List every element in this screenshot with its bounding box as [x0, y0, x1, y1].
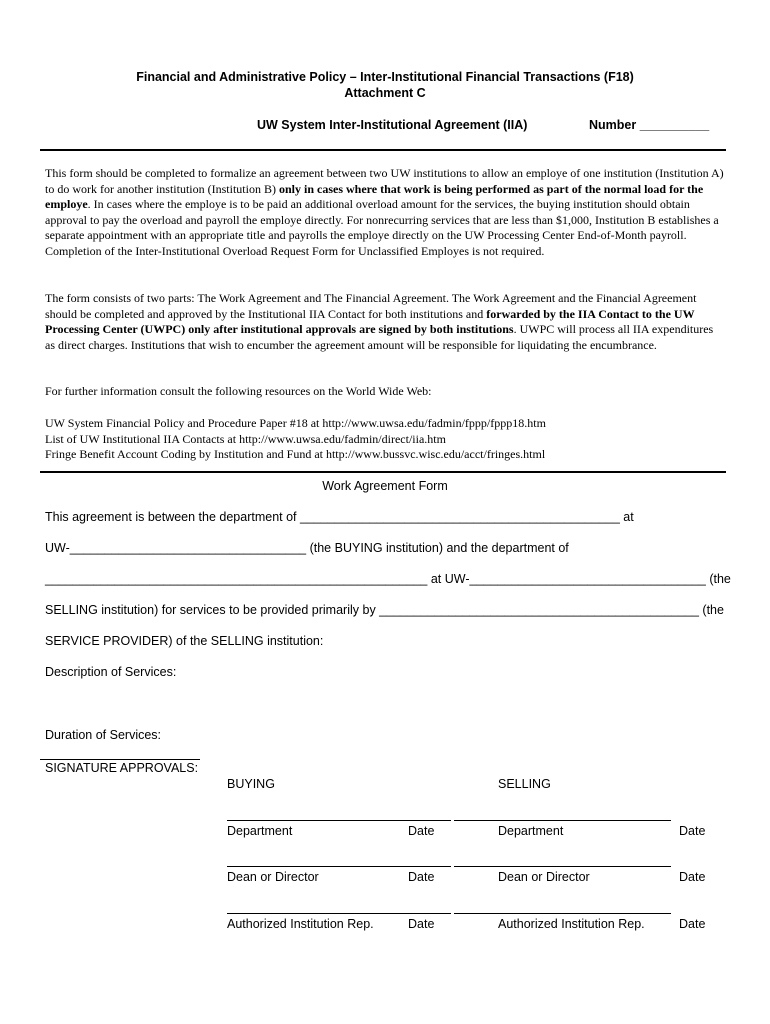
buying-rep-signature-line[interactable]: [227, 913, 451, 914]
selling-role-label: Dean or Director: [498, 870, 590, 884]
selling-date-label: Date: [679, 917, 706, 931]
selling-date-label: Date: [679, 870, 706, 884]
form-name: UW System Inter-Institutional Agreement (IIA): [257, 118, 528, 132]
duration-label: Duration of Services:: [45, 728, 162, 742]
intro-paragraph-3: For further information consult the following resources on the World Wide Web:: [45, 384, 432, 398]
selling-dean-signature-line[interactable]: [454, 866, 671, 867]
buying-date-label: Date: [408, 917, 435, 931]
selling-rep-signature-line[interactable]: [454, 913, 671, 914]
selling-role-label: Department: [498, 824, 564, 838]
signature-divider: [40, 759, 200, 760]
description-label: Description of Services:: [45, 665, 177, 679]
selling-label: SELLING: [498, 777, 551, 791]
work-form-title: Work Agreement Form: [322, 479, 448, 493]
selling-department-signature-line[interactable]: [454, 820, 671, 821]
agreement-line-buying[interactable]: UW-__________________________________ (the BUYING institution) and the department of: [45, 541, 569, 555]
signature-heading: SIGNATURE APPROVALS:: [45, 761, 199, 775]
header-divider: [40, 149, 726, 151]
resource-link[interactable]: UW System Financial Policy and Procedure Paper #18 at http://www.uwsa.edu/fadmin/fppp/fppp18.htm: [45, 416, 546, 430]
buying-dean-signature-line[interactable]: [227, 866, 451, 867]
selling-date-label: Date: [679, 824, 706, 838]
buying-label: BUYING: [227, 777, 275, 791]
resource-link[interactable]: Fringe Benefit Account Coding by Institution and Fund at http://www.bussvc.wisc.edu/acct/fringes.html: [45, 447, 546, 462]
buying-date-label: Date: [408, 824, 435, 838]
page-title: Financial and Administrative Policy – Inter-Institutional Financial Transactions (F18): [136, 70, 634, 84]
agreement-number-field[interactable]: Number __________: [589, 118, 710, 132]
intro-paragraph-2: The form consists of two parts: The Work Agreement and The Financial Agreement. The Work Agreement and the Financial Agreement should be completed and approved by the Institutional IIA Contact for both institutions and forwarded by the IIA Contact to the UW Processing Center (UWPC) only after institutional approvals are signed by both institutions. UWPC will process all IIA expenditures as direct charges. Institutions that wish to encumber the agreement amount will be responsible for liquidating the encumbrance.: [45, 291, 714, 352]
buying-date-label: Date: [408, 870, 435, 884]
resource-link[interactable]: List of UW Institutional IIA Contacts at http://www.uwsa.edu/fadmin/direct/iia.htm: [45, 431, 446, 446]
intro-text-2: [45, 291, 725, 353]
intro-text: [45, 166, 725, 260]
section-divider: [40, 471, 726, 473]
agreement-line-provider[interactable]: SELLING institution) for services to be provided primarily by ______________________________________________ (the: [45, 603, 724, 617]
attachment-label: Attachment C: [344, 86, 426, 100]
agreement-line-selling-dept[interactable]: _______________________________________________________ at UW-__________________________________ (the: [45, 572, 731, 586]
agreement-line-service: SERVICE PROVIDER) of the SELLING institution:: [45, 634, 324, 648]
intro-paragraph-1: This form should be completed to formalize an agreement between two UW institutions to allow an employe of one institution (Institution A) to do work for another institution (Institution B) only in cases where that work is being performed as part of the normal load for the employe. In cases where the employe is to be paid an additional overload amount for the services, the buying institution should obtain approval to pay the overload and payroll the employe directly. For nonrecurring services that are less than $1,000, Institution B establishes a separate appointment with an appropriate title and payrolls the employe directly on the UW Processing Center End-of-Month payroll. Completion of the Inter-Institutional Overload Request Form for Unclassified Employes is not required.: [45, 166, 724, 258]
buying-role-label: Department: [227, 824, 293, 838]
agreement-line-department[interactable]: This agreement is between the department of ______________________________________________ at: [45, 510, 634, 524]
buying-department-signature-line[interactable]: [227, 820, 451, 821]
buying-role-label: Dean or Director: [227, 870, 319, 884]
selling-role-label: Authorized Institution Rep.: [498, 917, 645, 931]
resource-list: [45, 416, 725, 463]
buying-role-label: Authorized Institution Rep.: [227, 917, 374, 931]
